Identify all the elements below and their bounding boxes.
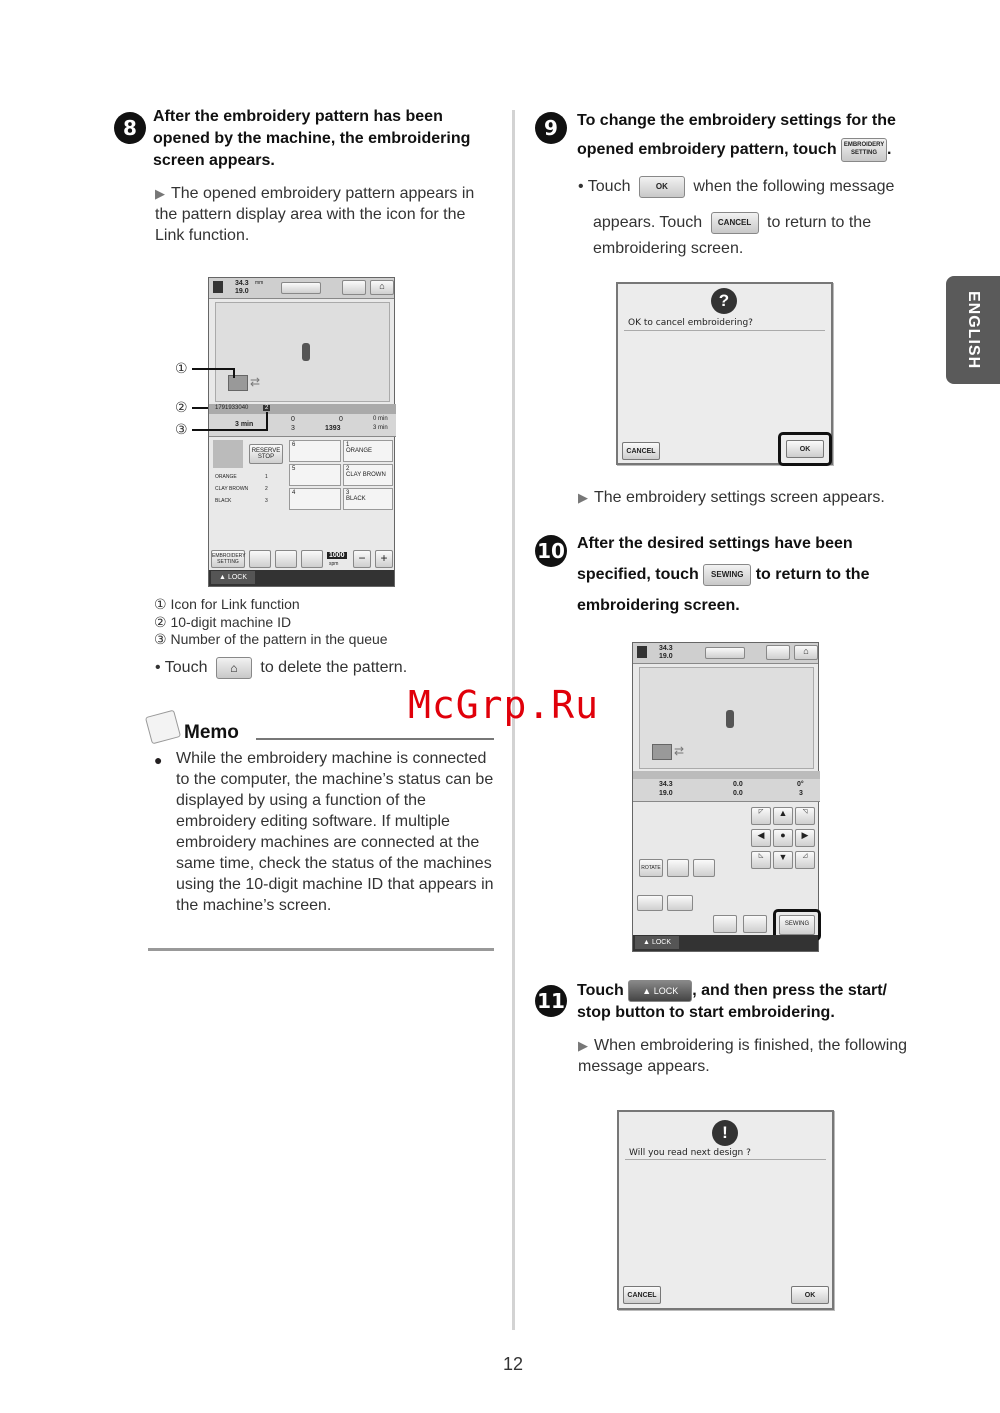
lock-button[interactable]: ▲ LOCK <box>635 936 679 949</box>
needle-bar-1: 1 ORANGE <box>343 440 393 462</box>
status-bar <box>209 414 396 437</box>
id-bar <box>209 404 396 414</box>
lock-button[interactable]: ▲ LOCK <box>211 571 255 584</box>
step-11-heading: Touch ▲ LOCK , and then press the start/ stop button to start embroidering. <box>577 980 917 1024</box>
speed-up-button[interactable]: + <box>375 550 393 568</box>
callout-1-line <box>192 368 234 370</box>
frame-button[interactable] <box>342 280 366 295</box>
border-button[interactable] <box>693 859 715 877</box>
result-arrow-icon: ▶ <box>578 1038 588 1053</box>
home-icon: ⌂ <box>379 281 385 291</box>
position-bar <box>633 779 820 802</box>
link-function-icon <box>652 744 672 760</box>
pattern-display-area <box>215 302 390 402</box>
speed-down-button[interactable]: − <box>353 550 371 568</box>
needle-bar-2: 2 CLAY BROWN <box>343 464 393 486</box>
setting-height: 19.0 <box>659 790 673 797</box>
trial-button[interactable] <box>667 859 689 877</box>
rotation-angle: 0° <box>797 781 804 788</box>
reserve-stop-button[interactable]: RESERVE STOP <box>249 444 283 464</box>
pattern-height: 19.0 <box>659 653 673 660</box>
dialog-2-message: Will you read next design ? <box>629 1148 751 1158</box>
step-8-result <box>155 183 495 246</box>
sewing-inline-button: SEWING <box>703 564 751 586</box>
callout-legend <box>154 596 388 649</box>
memo-text: While the embroidery machine is connected to the computer, the machine’s status can be displayed by using a function of the embroidery editing software. If multiple embroidery machines are connected at the same time, check the status of the machines using the 10-digit machine ID that appears in the machine’s screen. <box>176 750 494 914</box>
memo-icon <box>145 710 181 745</box>
dialog-1-message: OK to cancel embroidering? <box>628 318 753 328</box>
dialog-1-ok-button[interactable]: OK <box>786 440 824 458</box>
frame-indicator <box>281 282 321 294</box>
stitch-total: 0 <box>339 416 343 423</box>
time-remaining: 3 min <box>235 421 254 428</box>
callout-2-marker: ② <box>175 399 188 415</box>
embroidery-setting-screen <box>632 642 819 952</box>
thread-needle-3: 3 <box>265 498 268 504</box>
move-up-left-button[interactable]: ◸ <box>751 807 771 825</box>
machine-id: 1791933040 <box>215 405 249 411</box>
legend-item-2: ② 10-digit machine ID <box>154 613 292 630</box>
home-button-inline <box>216 657 252 679</box>
move-down-button[interactable]: ▼ <box>773 851 793 869</box>
next-design-dialog <box>617 1110 834 1310</box>
touch-suffix: to delete the pattern. <box>260 659 408 676</box>
dialog-2-cancel-button[interactable]: CANCEL <box>623 1286 661 1304</box>
frame-check-button[interactable] <box>743 915 767 933</box>
embroidering-screen <box>208 277 395 587</box>
callout-3-marker: ③ <box>175 421 188 437</box>
step-11-result: ▶ When embroidering is finished, the following message appears. <box>578 1037 908 1075</box>
needle-mode-button[interactable] <box>249 550 271 568</box>
screen-2-bottom-bar <box>633 935 818 951</box>
result-arrow-icon: ▶ <box>155 186 165 201</box>
frame-button[interactable] <box>766 645 790 660</box>
language-tab-label: ENGLISH <box>965 290 982 370</box>
step-9-bullet-cont <box>593 210 923 262</box>
step-9-bullet: • Touch OK when the following message <box>578 173 918 201</box>
thread-color-2: CLAY BROWN <box>215 486 249 492</box>
home-icon: ⌂ <box>803 646 809 656</box>
bullet-text-c: to return to the embroidering screen. <box>593 214 872 257</box>
step-8-result-text: The opened embroidery pattern appears in the pattern display area with the icon for the Link function. <box>155 185 475 244</box>
ok-inline-button: OK <box>639 176 685 198</box>
stitch-start: 0 <box>291 416 295 423</box>
preview-button[interactable] <box>713 915 737 933</box>
callout-1-marker: ① <box>175 360 188 376</box>
move-down-right-button[interactable]: ◿ <box>795 851 815 869</box>
result-arrow-icon: ▶ <box>578 490 588 505</box>
legend-item-1: ① Icon for Link function <box>154 596 300 612</box>
watermark: McGrp.Ru <box>408 683 600 727</box>
screen-top-bar <box>209 278 394 299</box>
language-side-tab <box>946 276 1000 384</box>
needle-bar-4: 4 <box>289 488 341 510</box>
link-function-icon <box>228 375 248 391</box>
size-icon <box>213 281 223 293</box>
step-9-result: ▶ The embroidery settings screen appears. <box>578 489 885 506</box>
step-8-heading: After the embroidery pattern has been opened by the machine, the embroidering screen appears. <box>153 108 471 169</box>
home-icon: ⌂ <box>230 660 238 675</box>
callout-2-line <box>192 407 208 409</box>
warning-icon: ▲ <box>643 939 650 946</box>
unit-label: mm <box>255 280 264 286</box>
speed-unit: spm <box>329 561 339 567</box>
warning-icon: ▲ <box>219 574 226 581</box>
page-number: 12 <box>503 1354 524 1374</box>
pattern-preview-icon <box>726 710 734 728</box>
embroidery-setting-button[interactable]: EMBROIDERY SETTING <box>211 550 245 568</box>
speed-value: 1000 <box>329 552 345 559</box>
pattern-width: 34.3 <box>659 645 673 652</box>
home-button[interactable] <box>794 645 818 660</box>
rotate-button[interactable]: ROTATE <box>639 859 663 877</box>
question-icon: ? <box>711 288 737 314</box>
setting-width: 34.3 <box>659 781 673 788</box>
move-up-button[interactable]: ▲ <box>773 807 793 825</box>
pattern-display-area <box>639 667 814 769</box>
embroidery-setting-inline-button: EMBROIDERY SETTING <box>841 138 887 162</box>
step-10-number: 10 <box>535 535 567 567</box>
callout-3-tick <box>266 412 268 430</box>
link-arrows-icon: ⇄ <box>674 744 685 758</box>
link-arrows-icon: ⇄ <box>250 375 261 389</box>
dialog-2-ok-button[interactable]: OK <box>791 1286 829 1304</box>
screen-2-top-bar <box>633 643 818 664</box>
pattern-width: 34.3 <box>235 280 249 287</box>
cancel-embroidering-dialog <box>616 282 833 465</box>
legend-item-3: ③ Number of the pattern in the queue <box>154 631 388 647</box>
warning-icon: ▲ <box>642 986 652 996</box>
pattern-preview-icon <box>302 343 310 361</box>
memo-rule <box>256 738 494 740</box>
center-button[interactable]: ● <box>773 829 793 847</box>
color-count: 3 <box>799 790 803 797</box>
needle-bar-5: 5 <box>289 464 341 486</box>
start-point-button[interactable] <box>637 895 663 911</box>
size-icon <box>637 646 647 658</box>
frame-indicator <box>705 647 745 659</box>
move-up-right-button[interactable]: ◹ <box>795 807 815 825</box>
needle-bar-6: 6 <box>289 440 341 462</box>
thread-needle-2: 2 <box>265 486 268 492</box>
exclamation-icon: ! <box>712 1120 738 1146</box>
memo-title: Memo <box>184 722 239 743</box>
memo-bottom-rule <box>148 948 494 951</box>
move-right-button[interactable]: ▶ <box>795 829 815 847</box>
home-button[interactable] <box>370 280 394 295</box>
end-point-button[interactable] <box>667 895 693 911</box>
step-9-number: 9 <box>535 112 567 144</box>
position-y: 0.0 <box>733 790 743 797</box>
callout-1-tick <box>233 368 235 378</box>
needle-bar-3: 3 BLACK <box>343 488 393 510</box>
pattern-height: 19.0 <box>235 288 249 295</box>
position-x: 0.0 <box>733 781 743 788</box>
step-10-heading: After the desired settings have been specified, touch SEWING to return to the embroidering screen. <box>577 535 870 614</box>
tension-button[interactable] <box>301 550 323 568</box>
memo-bullet-icon: ● <box>154 752 163 768</box>
id-bar <box>633 771 820 779</box>
thread-preview-icon <box>213 440 243 468</box>
time-elapsed: 0 min <box>373 416 388 422</box>
stitch-colors: 3 <box>291 425 295 432</box>
sewing-button[interactable]: SEWING <box>779 915 815 935</box>
thread-color-3: BLACK <box>215 498 232 504</box>
queue-number: 2 <box>265 405 269 411</box>
dialog-1-cancel-button[interactable]: CANCEL <box>622 442 660 460</box>
screen-bottom-bar <box>209 570 394 586</box>
bullet-text-b-part1: when the following message <box>693 178 895 195</box>
thread-needle-1: 1 <box>265 474 268 480</box>
lock-inline-button: ▲ LOCK <box>628 980 692 1002</box>
cancel-inline-button: CANCEL <box>711 212 759 234</box>
step-8-touch-note: • Touch ⌂ to delete the pattern. <box>155 656 495 680</box>
time-total: 3 min <box>373 425 388 431</box>
step-11-number: 11 <box>535 985 567 1017</box>
dialog-1-rule <box>624 330 825 331</box>
thread-color-1: ORANGE <box>215 474 237 480</box>
callout-3-line <box>192 429 268 431</box>
stitch-count: 1393 <box>325 425 341 432</box>
dialog-2-rule <box>625 1159 826 1160</box>
touch-prefix: Touch <box>164 659 208 676</box>
bullet-text-b-part2: appears. Touch <box>593 214 703 231</box>
trim-button[interactable] <box>275 550 297 568</box>
step-8-number: 8 <box>114 112 146 144</box>
step-9-heading: To change the embroidery settings for the opened embroidery pattern, touch EMBROIDERY SETTING . <box>577 106 917 164</box>
move-left-button[interactable]: ◀ <box>751 829 771 847</box>
move-down-left-button[interactable]: ◺ <box>751 851 771 869</box>
